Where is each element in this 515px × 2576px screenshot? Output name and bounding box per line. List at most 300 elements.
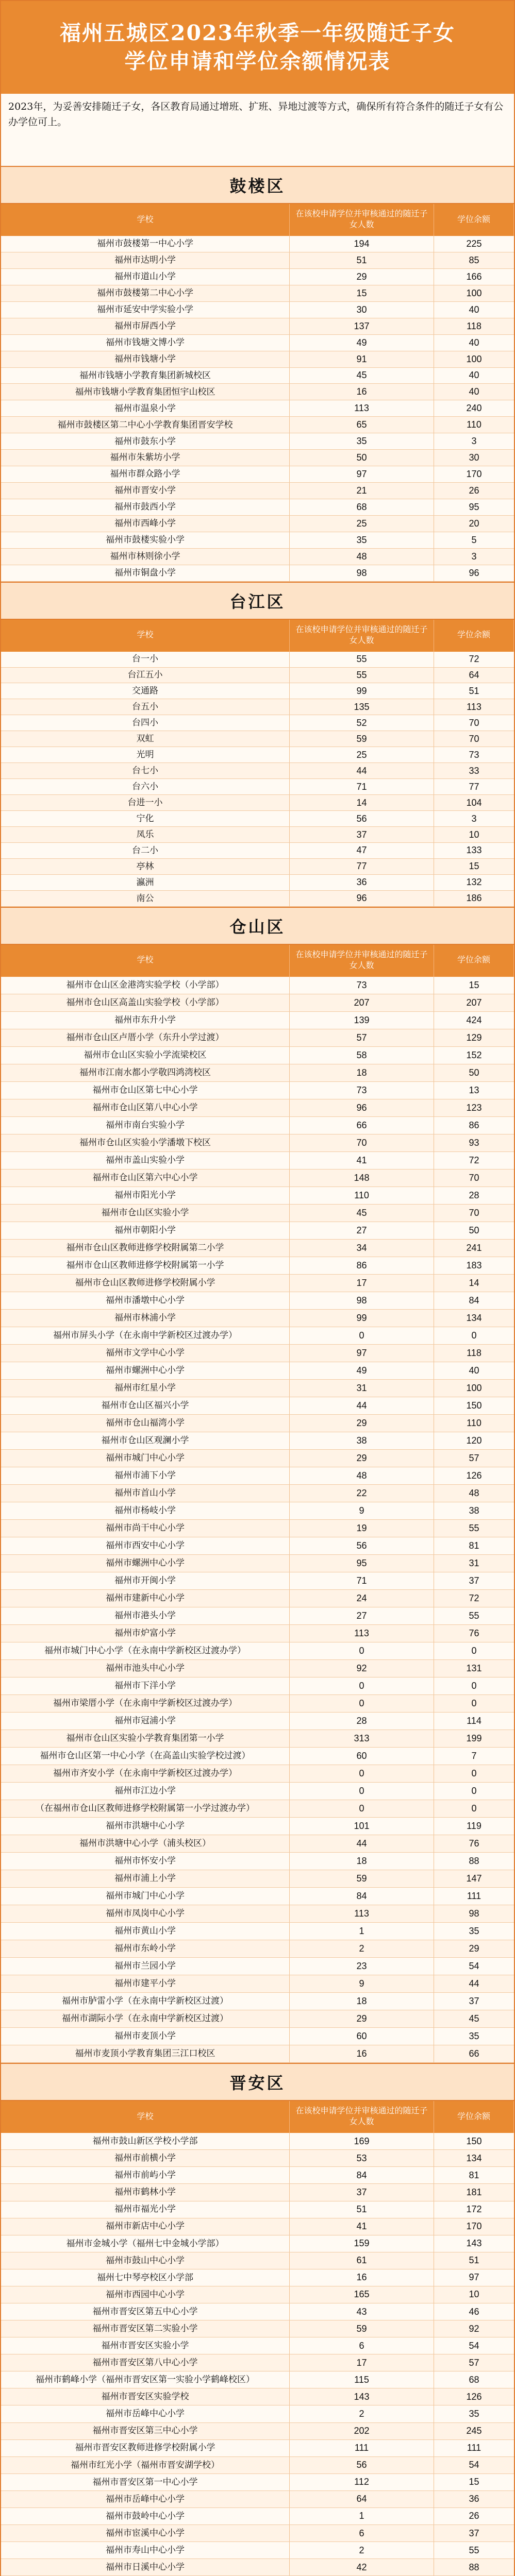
- applicant-count: 66: [290, 1117, 434, 1134]
- remaining-seats: 86: [469, 1120, 479, 1130]
- remaining-seats: 85: [469, 255, 479, 265]
- school-name: 福州市前横小学: [1, 2150, 290, 2166]
- remaining-seats: 123: [466, 1102, 482, 1113]
- applicant-count: 98: [290, 565, 434, 581]
- school-name: 福州市文学中心小学: [1, 1345, 290, 1362]
- remaining-seats: 110: [467, 419, 481, 430]
- remaining-seats: 199: [466, 1733, 482, 1743]
- applicant-count: 41: [290, 2218, 434, 2235]
- remaining-seats: 30: [469, 452, 479, 463]
- remaining-seats: 3: [471, 551, 477, 562]
- table-row: [1, 1993, 514, 2010]
- applicant-count: 23: [290, 1958, 434, 1975]
- applicant-count: 58: [290, 1047, 434, 1064]
- table-row: [1, 2269, 514, 2286]
- table-row: [1, 1134, 514, 1152]
- remaining-seats: 57: [469, 2357, 479, 2368]
- table-row: [1, 977, 514, 994]
- remaining-seats: 100: [466, 287, 482, 298]
- district-table: [1, 2101, 514, 2576]
- table-row: [1, 2303, 514, 2320]
- school-name: 福州市延安中学实验小学: [1, 302, 290, 318]
- table-row: [1, 1940, 514, 1958]
- remaining-seats: 170: [466, 469, 482, 480]
- table-row: [1, 811, 514, 827]
- applicant-count: 113: [290, 1625, 434, 1642]
- table-row: [1, 236, 514, 252]
- applicant-count: 65: [290, 417, 434, 433]
- applicant-count: 35: [290, 532, 434, 548]
- remaining-seats: 10: [469, 829, 479, 840]
- table-row: [1, 384, 514, 400]
- table-row: [1, 1923, 514, 1940]
- remaining-seats: 73: [469, 749, 479, 760]
- table-row: [1, 2508, 514, 2525]
- school-name: 福州市屏西小学: [1, 318, 290, 334]
- remaining-seats: 40: [469, 370, 479, 381]
- applicant-count: 29: [290, 1450, 434, 1467]
- table-row: [1, 532, 514, 549]
- remaining-seats: 88: [469, 2562, 479, 2572]
- table-row: [1, 1450, 514, 1467]
- applicant-count: 43: [290, 2303, 434, 2320]
- school-name: 福州市仓山区实验小学教育集团第一小学: [1, 1730, 290, 1747]
- applicant-count: 30: [290, 302, 434, 318]
- applicant-count: 2: [290, 2405, 434, 2422]
- applicant-count: 17: [290, 1275, 434, 1292]
- remaining-seats: 72: [469, 1155, 479, 1165]
- school-name: 福州市西峰小学: [1, 516, 290, 532]
- table-row: [1, 2337, 514, 2354]
- school-name: 南公: [1, 891, 290, 906]
- table-row: [1, 1502, 514, 1520]
- remaining-seats: 70: [469, 733, 479, 744]
- remaining-seats: 15: [469, 861, 479, 872]
- school-name: 福州市晋安区第二实验小学: [1, 2320, 290, 2337]
- school-name: 福州市朝阳小学: [1, 1222, 290, 1239]
- school-name: 福州市鼓山中心小学: [1, 2252, 290, 2269]
- remaining-seats: 118: [467, 320, 481, 331]
- school-name: 福州市仓山区教师进修学校附属小学: [1, 1275, 290, 1292]
- remaining-seats: 143: [466, 2238, 482, 2249]
- district-header: [1, 907, 514, 945]
- header-remaining: 学位余额: [434, 945, 514, 977]
- remaining-seats: 35: [469, 1925, 479, 1936]
- table-row: [1, 683, 514, 699]
- applicant-count: 59: [290, 1870, 434, 1887]
- header-remaining: 学位余额: [434, 2101, 514, 2133]
- applicant-count: 0: [290, 1327, 434, 1344]
- applicant-count: 27: [290, 1222, 434, 1239]
- school-name: 福州市西安中心小学: [1, 1537, 290, 1554]
- school-name: 福州市岳峰中心小学: [1, 2491, 290, 2507]
- applicant-count: 16: [290, 2269, 434, 2286]
- school-name: 福州市新店中心小学: [1, 2218, 290, 2235]
- district-name: 仓山区: [229, 917, 286, 937]
- remaining-seats: 131: [466, 1663, 482, 1673]
- school-name: 凤乐: [1, 827, 290, 842]
- school-name: 福州市建新中心小学: [1, 1590, 290, 1607]
- applicant-count: 19: [290, 1520, 434, 1537]
- school-name: 福州市首山小学: [1, 1485, 290, 1502]
- applicant-count: 91: [290, 351, 434, 367]
- applicant-count: 73: [290, 977, 434, 994]
- district-table: [1, 945, 514, 2063]
- applicant-count: 27: [290, 1607, 434, 1624]
- table-row: [1, 1958, 514, 1975]
- remaining-seats: 15: [469, 2477, 479, 2487]
- applicant-count: 9: [290, 1502, 434, 1519]
- table-row: [1, 351, 514, 368]
- table-row: [1, 1730, 514, 1748]
- school-name: 福州市屏头小学（在永南中学新校区过渡办学）: [1, 1327, 290, 1344]
- remaining-seats: 70: [469, 1207, 479, 1218]
- table-row: [1, 1099, 514, 1117]
- school-name: 交通路: [1, 683, 290, 699]
- school-name: 福州市晋安小学: [1, 483, 290, 499]
- remaining-seats: 0: [471, 1680, 477, 1691]
- school-name: 双虹: [1, 731, 290, 747]
- school-name: 福州市浦下小学: [1, 1467, 290, 1484]
- table-row: [1, 1397, 514, 1415]
- school-name: 福州市仓山区福兴小学: [1, 1397, 290, 1414]
- remaining-seats: 54: [469, 1960, 479, 1971]
- remaining-seats: 31: [469, 1557, 479, 1568]
- table-header-row: [1, 620, 514, 652]
- school-name: 福州市潘墩中心小学: [1, 1292, 290, 1309]
- school-name: 福州市福光小学: [1, 2201, 290, 2218]
- table-row: [1, 891, 514, 907]
- applicant-count: 137: [290, 318, 434, 334]
- school-name: 福州市洪塘中心小学（浦头校区）: [1, 1835, 290, 1852]
- school-name: 福州市凤岗中心小学: [1, 1905, 290, 1922]
- table-row: [1, 827, 514, 843]
- applicant-count: 71: [290, 779, 434, 794]
- school-name: 福州市齐安小学（在永南中学新校区过渡办学）: [1, 1765, 290, 1782]
- table-row: [1, 1029, 514, 1047]
- table-row: [1, 1310, 514, 1327]
- table-row: [1, 2133, 514, 2150]
- table-row: [1, 2388, 514, 2405]
- remaining-seats: 100: [466, 1382, 482, 1393]
- applicant-count: 70: [290, 1134, 434, 1151]
- table-row: [1, 668, 514, 684]
- school-name: 福州市阳光小学: [1, 1187, 290, 1204]
- applicant-count: 113: [290, 400, 434, 416]
- table-row: [1, 1783, 514, 1800]
- remaining-seats: 7: [471, 1750, 477, 1761]
- table-row: [1, 549, 514, 565]
- remaining-seats: 132: [466, 877, 482, 888]
- district-table: [1, 204, 514, 582]
- school-name: 福州市鼓西小学: [1, 499, 290, 515]
- applicant-count: 49: [290, 335, 434, 351]
- applicant-count: 1: [290, 1923, 434, 1940]
- applicant-count: 68: [290, 499, 434, 515]
- table-row: [1, 1415, 514, 1432]
- table-row: [1, 2491, 514, 2508]
- school-name: 福州市日溪中心小学: [1, 2559, 290, 2575]
- remaining-seats: 119: [467, 1820, 481, 1831]
- remaining-seats: 111: [467, 1890, 481, 1901]
- applicant-count: 97: [290, 1345, 434, 1362]
- header-school: 学校: [1, 945, 290, 977]
- table-row: [1, 466, 514, 483]
- table-row: [1, 1607, 514, 1625]
- applicant-count: 47: [290, 843, 434, 858]
- remaining-seats: 0: [471, 1698, 477, 1708]
- applicant-count: 0: [290, 1765, 434, 1782]
- table-row: [1, 1292, 514, 1310]
- school-name: 福州市麦顶小学教育集团三江口校区: [1, 2045, 290, 2062]
- remaining-seats: 147: [466, 1873, 482, 1884]
- applicant-count: 112: [290, 2474, 434, 2490]
- school-name: 福州市晋安区第五中心小学: [1, 2303, 290, 2320]
- remaining-seats: 150: [466, 1400, 482, 1411]
- applicant-count: 2: [290, 2542, 434, 2558]
- applicant-count: 16: [290, 384, 434, 400]
- remaining-seats: 50: [469, 1225, 479, 1235]
- page-title: [1, 1, 514, 94]
- school-name: 福州市钱塘小学教育集团恒宇山校区: [1, 384, 290, 400]
- table-row: [1, 1380, 514, 1397]
- table-row: [1, 715, 514, 731]
- table-row: [1, 1572, 514, 1590]
- table-row: [1, 2423, 514, 2440]
- applicant-count: 51: [290, 252, 434, 268]
- remaining-seats: 40: [469, 337, 479, 348]
- table-row: [1, 763, 514, 779]
- remaining-seats: 54: [469, 2340, 479, 2351]
- remaining-seats: 181: [466, 2187, 482, 2197]
- school-name: 福州市鹤峰小学（福州市晋安区第一实验小学鹤峰校区）: [1, 2371, 290, 2388]
- applicant-count: 17: [290, 2354, 434, 2371]
- school-name: 福州市盖山实验小学: [1, 1152, 290, 1169]
- remaining-seats: 84: [469, 1295, 479, 1306]
- applicant-count: 115: [290, 2371, 434, 2388]
- applicant-count: 48: [290, 1467, 434, 1484]
- remaining-seats: 35: [469, 2409, 479, 2419]
- school-name: 福州市黄山小学: [1, 1923, 290, 1940]
- applicant-count: 96: [290, 891, 434, 906]
- district-sections: [1, 166, 514, 2576]
- school-name: 福州市仓山区实验小学流梁校区: [1, 1047, 290, 1064]
- school-name: 福州市麦顶小学: [1, 2028, 290, 2045]
- table-row: [1, 1257, 514, 1275]
- remaining-seats: 55: [469, 1522, 479, 1533]
- table-row: [1, 843, 514, 859]
- remaining-seats: 92: [469, 2323, 479, 2334]
- remaining-seats: 0: [471, 1645, 477, 1656]
- school-name: 亭林: [1, 859, 290, 874]
- school-name: 福州市江边小学: [1, 1783, 290, 1800]
- applicant-count: 6: [290, 2337, 434, 2354]
- table-row: [1, 565, 514, 582]
- table-row: [1, 1117, 514, 1134]
- remaining-seats: 110: [467, 1417, 481, 1428]
- applicant-count: 0: [290, 1677, 434, 1694]
- remaining-seats: 26: [469, 485, 479, 496]
- school-name: 福州市仓山区观澜小学: [1, 1432, 290, 1449]
- table-row: [1, 1170, 514, 1187]
- district-name: 台江区: [229, 591, 286, 612]
- applicant-count: 0: [290, 1695, 434, 1712]
- table-row: [1, 2201, 514, 2218]
- remaining-seats: 37: [469, 1575, 479, 1586]
- school-name: 福州市西园中心小学: [1, 2286, 290, 2303]
- applicant-count: 15: [290, 285, 434, 301]
- school-name: 福州市群众路小学: [1, 466, 290, 482]
- applicant-count: 84: [290, 2167, 434, 2183]
- district-header: [1, 582, 514, 620]
- school-name: 福州市港头小学: [1, 1607, 290, 1624]
- remaining-seats: 133: [466, 845, 482, 856]
- table-row: [1, 2371, 514, 2388]
- table-row: [1, 2542, 514, 2559]
- applicant-count: 143: [290, 2388, 434, 2405]
- school-name: 福州市城门中心小学: [1, 1888, 290, 1905]
- applicant-count: 44: [290, 1397, 434, 1414]
- school-name: 福州市南台实验小学: [1, 1117, 290, 1134]
- school-name: 福州市晋安区第一中心小学: [1, 2474, 290, 2490]
- remaining-seats: 96: [469, 567, 479, 578]
- remaining-seats: 44: [469, 1978, 479, 1989]
- school-name: 福州市江南水都小学敬四鸿湾校区: [1, 1064, 290, 1081]
- table-row: [1, 483, 514, 499]
- district-table: [1, 620, 514, 907]
- table-row: [1, 269, 514, 285]
- remaining-seats: 0: [471, 1330, 477, 1341]
- applicant-count: 99: [290, 1310, 434, 1327]
- header-applicants: 在该校申请学位并审核通过的随迁子女人数: [290, 2101, 434, 2133]
- table-row: [1, 2320, 514, 2337]
- school-name: 台五小: [1, 699, 290, 715]
- remaining-seats: 70: [469, 1172, 479, 1183]
- remaining-seats: 40: [469, 1365, 479, 1376]
- remaining-seats: 3: [471, 813, 477, 824]
- table-row: [1, 417, 514, 433]
- remaining-seats: 20: [469, 518, 479, 529]
- district-header: [1, 166, 514, 204]
- remaining-seats: 57: [469, 1452, 479, 1463]
- table-body: [1, 652, 514, 907]
- table-row: [1, 2559, 514, 2576]
- school-name: 光明: [1, 747, 290, 762]
- remaining-seats: 207: [466, 997, 482, 1008]
- table-row: [1, 1327, 514, 1345]
- applicant-count: 44: [290, 763, 434, 778]
- table-row: [1, 285, 514, 302]
- remaining-seats: 36: [469, 2494, 479, 2504]
- header-remaining: 学位余额: [434, 620, 514, 652]
- remaining-seats: 33: [469, 765, 479, 776]
- school-name: 福州七中琴亭校区小学部: [1, 2269, 290, 2286]
- table-row: [1, 1275, 514, 1292]
- school-name: 福州市冠浦小学: [1, 1713, 290, 1730]
- school-name: 福州市仓山区第六中心小学: [1, 1170, 290, 1187]
- table-row: [1, 1748, 514, 1765]
- table-row: [1, 335, 514, 351]
- school-name: 福州市鼓楼区第二中心小学教育集团晋安学校: [1, 417, 290, 433]
- applicant-count: 29: [290, 269, 434, 285]
- table-row: [1, 450, 514, 466]
- school-name: 台六小: [1, 779, 290, 794]
- applicant-count: 25: [290, 516, 434, 532]
- remaining-seats: 26: [469, 2511, 479, 2521]
- school-name: 福州市螺洲中心小学: [1, 1555, 290, 1572]
- remaining-seats: 51: [469, 2255, 479, 2266]
- remaining-seats: 46: [469, 2306, 479, 2317]
- applicant-count: 139: [290, 1012, 434, 1029]
- table-row: [1, 302, 514, 318]
- remaining-seats: 64: [469, 670, 479, 680]
- table-row: [1, 1082, 514, 1099]
- applicant-count: 56: [290, 2457, 434, 2473]
- table-row: [1, 1362, 514, 1380]
- table-row: [1, 1205, 514, 1222]
- remaining-seats: 100: [466, 353, 482, 364]
- district-header: [1, 2063, 514, 2101]
- applicant-count: 59: [290, 731, 434, 747]
- school-name: 台七小: [1, 763, 290, 778]
- school-name: 福州市炉富小学: [1, 1625, 290, 1642]
- school-name: 福州市仓山区第七中心小学: [1, 1082, 290, 1099]
- table-row: [1, 1064, 514, 1082]
- school-name: （在福州市仓山区教师进修学校附属第一小学过渡办学）: [1, 1800, 290, 1817]
- table-row: [1, 499, 514, 516]
- table-row: [1, 1800, 514, 1818]
- table-row: [1, 252, 514, 269]
- table-row: [1, 1152, 514, 1170]
- applicant-count: 36: [290, 875, 434, 890]
- applicant-count: 25: [290, 747, 434, 762]
- applicant-count: 111: [290, 2440, 434, 2456]
- remaining-seats: 3: [471, 436, 477, 447]
- applicant-count: 110: [290, 1187, 434, 1204]
- school-name: 福州市仓山区实验小学潘墩下校区: [1, 1134, 290, 1151]
- school-name: 福州市螺洲中心小学: [1, 1362, 290, 1379]
- table-row: [1, 2150, 514, 2167]
- remaining-seats: 0: [471, 1803, 477, 1814]
- table-row: [1, 516, 514, 532]
- school-name: 福州市鼓楼实验小学: [1, 532, 290, 548]
- applicant-count: 0: [290, 1800, 434, 1817]
- table-row: [1, 2354, 514, 2371]
- applicant-count: 99: [290, 683, 434, 699]
- remaining-seats: 54: [469, 2460, 479, 2470]
- applicant-count: 41: [290, 1152, 434, 1169]
- school-name: 福州市仓山区金港湾实验学校（小学部）: [1, 977, 290, 994]
- school-name: 福州市鹤林小学: [1, 2184, 290, 2200]
- table-body: [1, 236, 514, 582]
- table-row: [1, 1187, 514, 1205]
- school-name: 福州市林浦小学: [1, 1310, 290, 1327]
- table-row: [1, 1677, 514, 1695]
- table-row: [1, 1432, 514, 1450]
- applicant-count: 52: [290, 715, 434, 731]
- applicant-count: 45: [290, 1205, 434, 1222]
- applicant-count: 60: [290, 2028, 434, 2045]
- school-name: 福州市浦上小学: [1, 1870, 290, 1887]
- remaining-seats: 29: [469, 1943, 479, 1954]
- table-header-row: [1, 204, 514, 236]
- remaining-seats: 170: [466, 2221, 482, 2232]
- applicant-count: 31: [290, 1380, 434, 1397]
- table-header-row: [1, 945, 514, 977]
- table-row: [1, 1888, 514, 1905]
- table-row: [1, 2045, 514, 2063]
- applicant-count: 6: [290, 2525, 434, 2541]
